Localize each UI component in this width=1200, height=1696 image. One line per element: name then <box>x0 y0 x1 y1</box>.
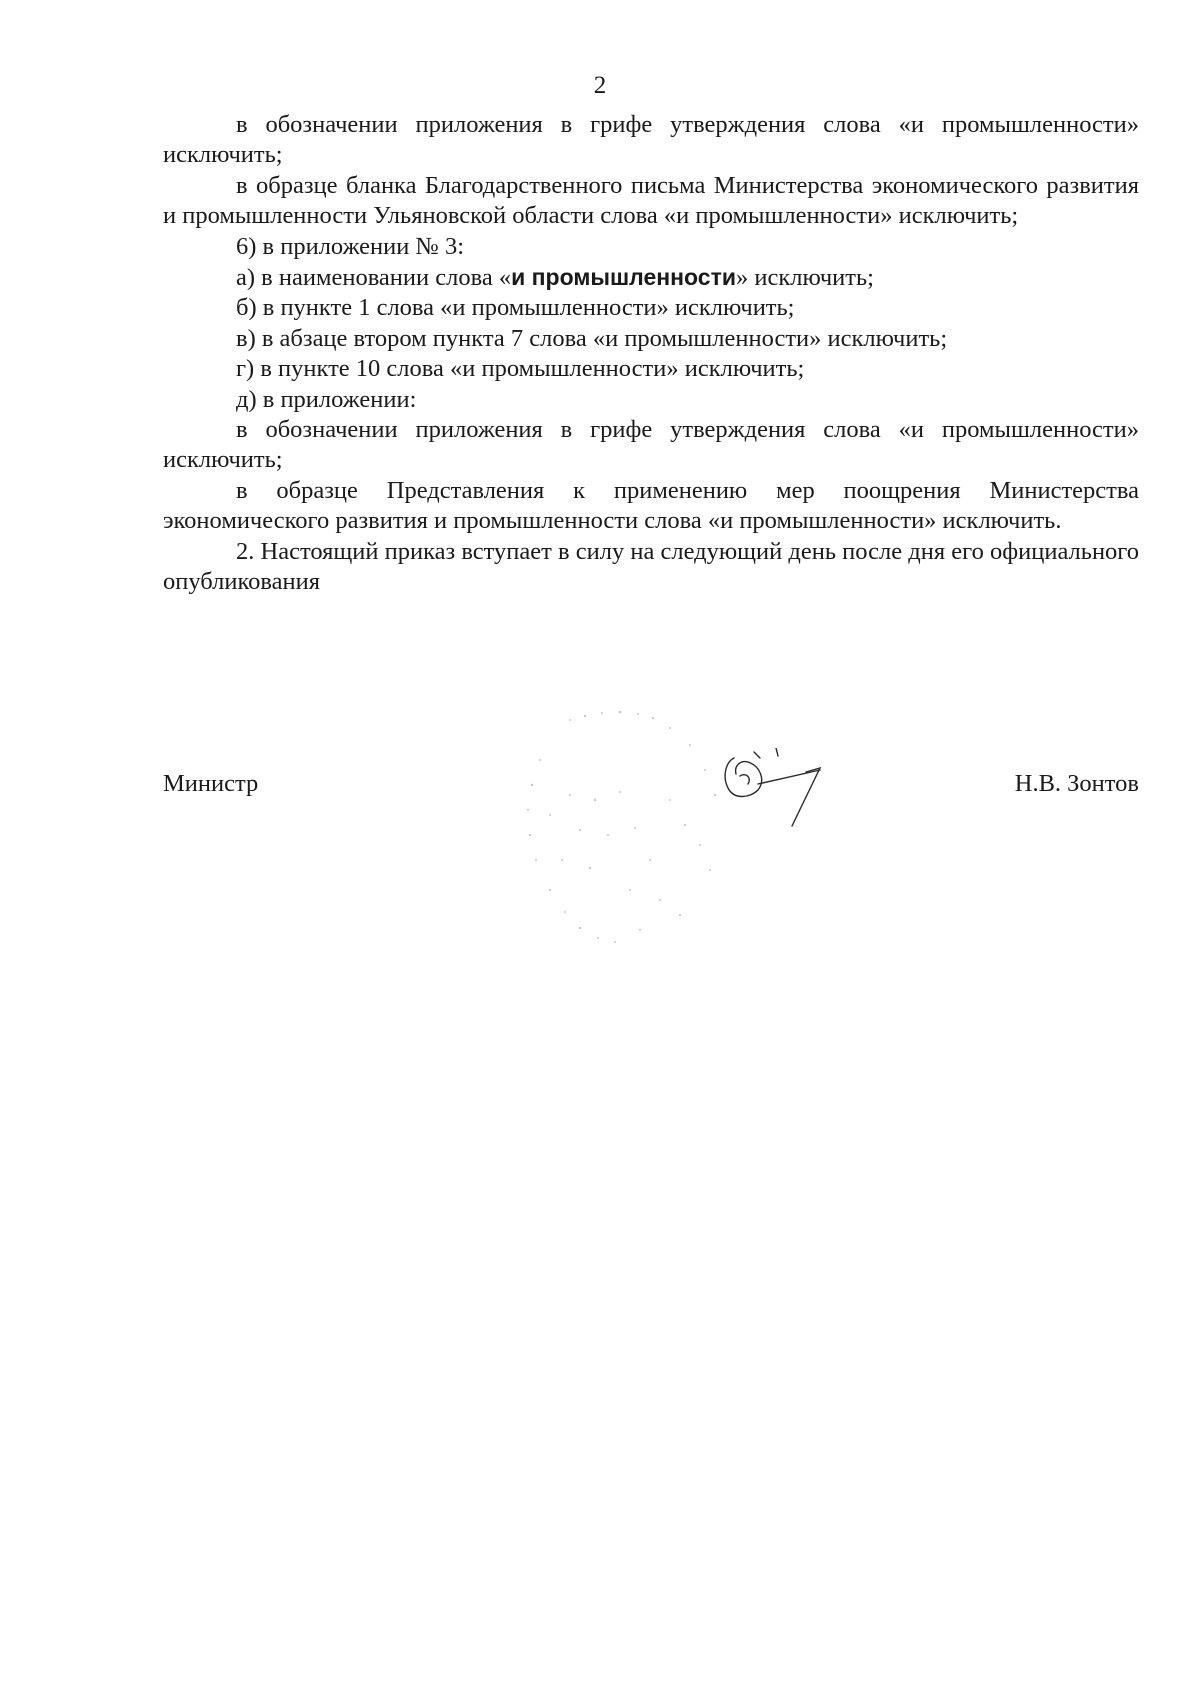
paragraph-appendix-designation-1: в обозначении приложения в грифе утверждения слова «и промышленности» исключить; <box>163 111 1139 169</box>
paragraph-appendix-designation-2: в обозначении приложения в грифе утверждения слова «и промышленности» исключить; <box>163 416 1139 474</box>
signer-position: Министр <box>163 770 259 797</box>
document-body <box>163 110 1139 598</box>
paragraph-item-v: в) в абзаце втором пункта 7 слова «и промышленности» исключить; <box>236 324 948 352</box>
page-number: 2 <box>593 72 607 99</box>
item-a-bold-phrase: и промышленности <box>511 264 736 291</box>
item-a-before: а) в наименовании слова « <box>236 264 512 292</box>
paragraph-item-d: д) в приложении: <box>236 385 417 413</box>
faded-stamp <box>510 700 810 980</box>
signer-name: Н.В. Зонтов <box>1014 770 1139 797</box>
paragraph-submission-form: в образце Представления к применению мер поощрения Министерства экономического развития и промышленности слова «и промышленности» исключить. <box>163 476 1139 535</box>
item-a-after: » исключить; <box>736 264 874 292</box>
paragraph-appendix-3-heading: 6) в приложении № 3: <box>236 232 465 260</box>
paragraph-item-a <box>163 262 1139 293</box>
paragraph-item-g: г) в пункте 10 слова «и промышленности» исключить; <box>236 355 805 383</box>
paragraph-item-b: б) в пункте 1 слова «и промышленности» исключить; <box>236 294 795 322</box>
paragraph-letter-form: в образце бланка Благодарственного письма Министерства экономического развития и промышленности Ульяновской области слова «и промышленности» исключить; <box>163 171 1139 230</box>
signature-block <box>163 770 1139 810</box>
paragraph-effective-date: 2. Настоящий приказ вступает в силу на следующий день после дня его официального опубликования <box>163 537 1139 596</box>
